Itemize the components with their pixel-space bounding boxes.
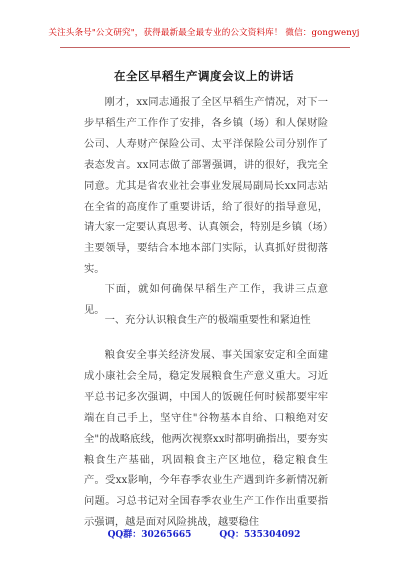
document-title: 在全区早稻生产调度会议上的讲话 xyxy=(114,69,294,83)
paragraph-section-1: 粮食安全事关经济发展、事关国家安定和全面建成小康社会全局，稳定发展粮食生产意义重大。习近平总书记多次强调，中国人的饭碗任何时候都要牢牢端在自己手上，坚守住"谷物基本自给、口粮绝对安全"的战略底线，他两次视察xx时都明确指出，要夯实粮食生产基础，巩固粮食主产区地位，稳定粮食生产。受xx影响，今年春季农业生产遇到许多新情况新问题。习总书记对全国春季农业生产工作作出重要指示强调，越是面对风险挑战，越要稳住 xyxy=(84,349,328,529)
section-heading-1: 一、充分认识粮食生产的极端重要性和紧迫性 xyxy=(104,314,311,326)
header-divider xyxy=(60,47,350,48)
paragraph-intro: 刚才，xx同志通报了全区早稻生产情况，对下一步早稻生产工作作了安排，各乡镇（场）和人保财险公司、人寿财产保险公司、太平洋保险公司分别作了表态发言。xx同志做了部署强调，讲的很好，我完全同意。尤其是省农业社会事业发展局副局长xx同志站在全省的高度作了重要讲话，给了很好的指导意见，请大家一定要认真思考、认真领会，特别是乡镇（场）主要领导，要结合本地本部门实际，认真抓好贯彻落实。 xyxy=(84,96,328,276)
header-banner: 关注头条号"公文研究"，获得最新最全最专业的公文资料库！ 微信：gongwenyj xyxy=(48,28,360,38)
paragraph-transition: 下面，就如何确保早稻生产工作，我讲三点意见。 xyxy=(84,283,328,316)
qq-number-text: QQ：535304092 xyxy=(219,530,301,540)
footer-contact xyxy=(0,527,408,540)
qq-group-text: QQ群：30265665 xyxy=(107,530,192,540)
